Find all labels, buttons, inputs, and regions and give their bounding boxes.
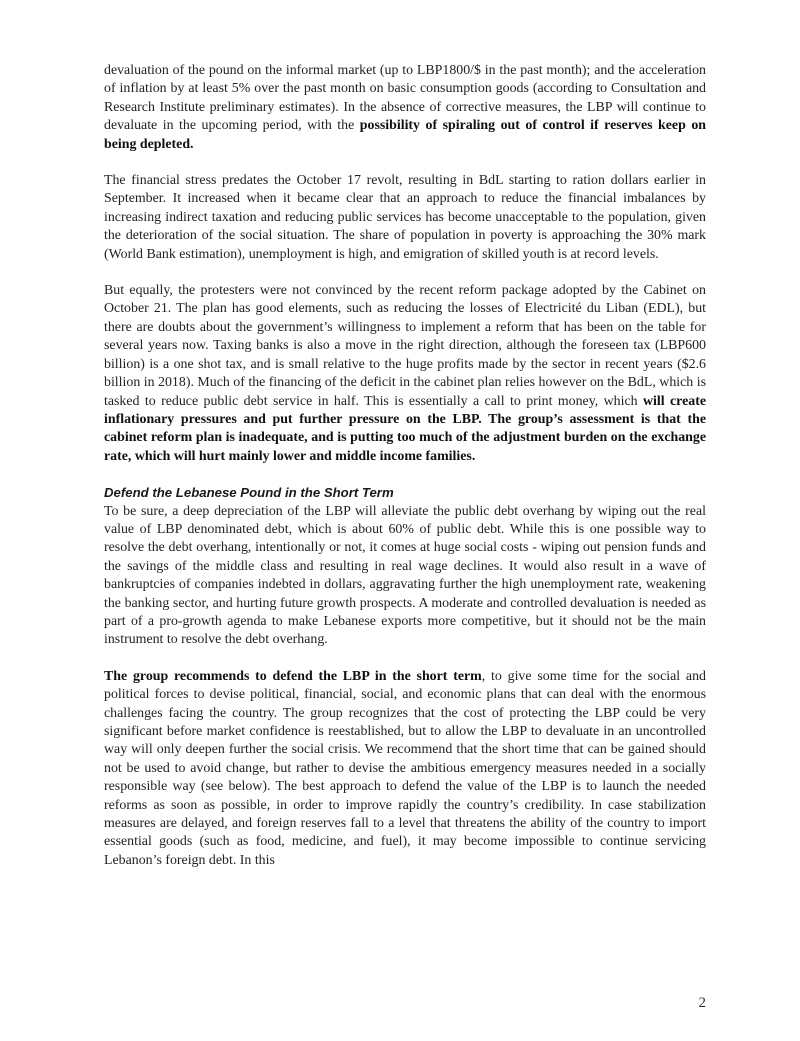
body-text-top (104, 62, 706, 466)
bold-text-segment: The group recommends to defend the LBP in the short term (104, 668, 482, 684)
text-segment: To be sure, a deep depreciation of the LBP will alleviate the public debt overhang by wiping out the real value of LBP denominated debt, which is about 60% of public debt. While this is one possible way to resolve the debt overhang, intentionally or not, it comes at huge social costs - wiping out pension funds and the savings of the middle class and resulting in real wage declines. It would also result in a wave of bankruptcies of companies indebted in dollars, aggravating further the high unemployment rate, weakening the banking sector, and hurting future growth prospects. A moderate and controlled devaluation is needed as part of a pro-growth agenda to make Lebanese exports more competitive, but it should not be the main instrument to resolve the debt overhang. (104, 503, 706, 648)
bold-text-segment: will create inflationary pressures and put further pressure on the LBP. The group’s assessment is that the cabinet reform plan is inadequate, and is putting too much of the adjustment burden on the exchange rate, which will hurt mainly lower and middle income families. (104, 393, 706, 464)
page-number: 2 (698, 995, 706, 1011)
text-segment: devaluation of the pound on the informal market (up to LBP1800/$ in the past month); and the acceleration of inflation by at least 5% over the past month on basic consumption goods (according to Consultation and Research Institute preliminary estimates). In the absence of corrective measures, the LBP will continue to devaluate in the upcoming period, with the (104, 63, 706, 134)
section-heading: Defend the Lebanese Pound in the Short Term (104, 485, 394, 501)
text-segment: But equally, the protesters were not convinced by the recent reform package adopted by the Cabinet on October 21. The plan has good elements, such as reducing the losses of Electricité du Liban (EDL), but there are doubts about the government’s willingness to implement a reform that has been on the table for several years now. Taxing banks is also a move in the right direction, although the foreseen tax (LBP600 billion) is a one shot tax, and is small relative to the huge profits made by the sector in recent years ($2.6 billion in 2018). Much of the financing of the deficit in the cabinet plan relies however on the BdL, which is tasked to reduce public debt service in half. This is essentially a call to print money, which (104, 283, 706, 409)
paragraph (104, 172, 706, 264)
paragraph (104, 282, 706, 466)
paragraph (104, 62, 706, 154)
text-segment: , to give some time for the social and political forces to devise political, financial, social, and economic plans that can deal with the enormous challenges facing the country. The group recognizes that the cost of protecting the LBP could be very significant before market confidence is reestablished, but to allow the LBP to devaluate in an uncontrolled way will only deepen further the social crisis. We recommend that the short time that can be gained should not be used to avoid change, but rather to devise the ambitious emergency measures needed in a socially responsible way (see below). The best approach to defend the value of the LBP is to launch the needed reforms as soon as possible, in order to improve rapidly the country’s credibility. In case stabilization measures are delayed, and foreign reserves fall to a level that threatens the ability of the country to import essential goods (such as food, medicine, and fuel), it may become impossible to continue servicing Lebanon’s foreign debt. In this (104, 668, 706, 868)
body-text-section (104, 503, 706, 871)
document-page (104, 62, 706, 888)
bold-text-segment: possibility of spiraling out of control if reserves keep on being depleted. (104, 118, 706, 152)
text-segment: The financial stress predates the October 17 revolt, resulting in BdL starting to ration dollars earlier in September. It increased when it became clear that an approach to reduce the financial imbalances by increasing indirect taxation and reducing public services has become unacceptable to the population, given the deterioration of the social situation. The share of population in poverty is approaching the 30% mark (World Bank estimation), unemployment is high, and emigration of skilled youth is at record levels. (104, 173, 706, 262)
paragraph (104, 503, 706, 650)
paragraph (104, 668, 706, 870)
